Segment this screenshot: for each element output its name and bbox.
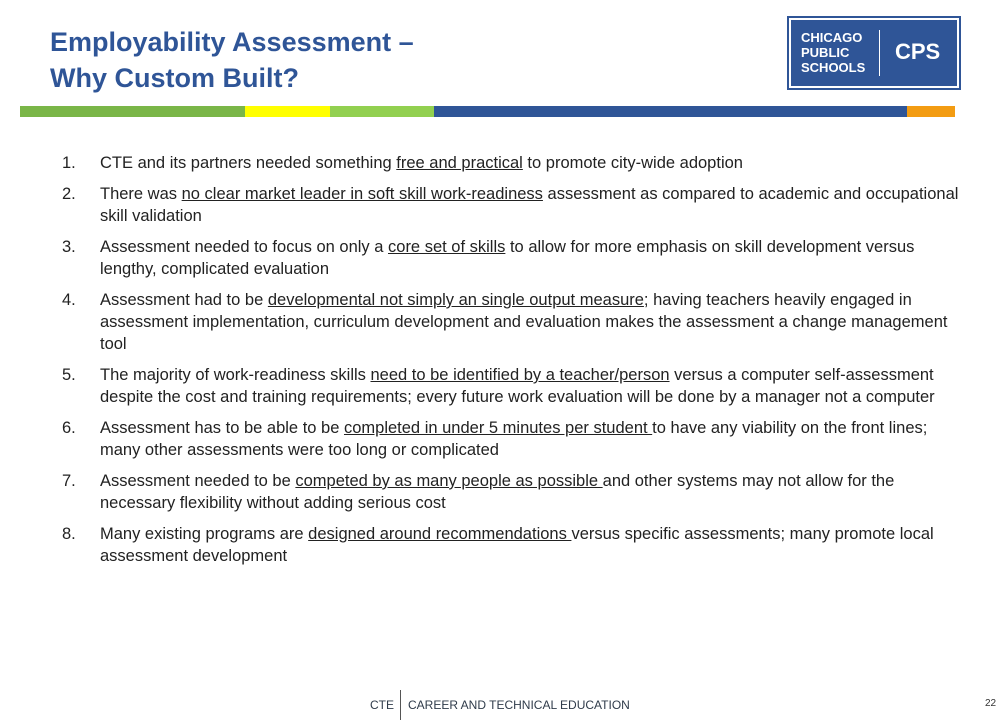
list-item-text: assessment as compared to academic and occupational skill validation — [100, 185, 959, 225]
reasons-list — [62, 152, 972, 576]
list-item-number: 3. — [62, 238, 76, 256]
title-line-2: Why Custom Built? — [50, 63, 299, 93]
logo-line-2: PUBLIC — [801, 45, 850, 60]
title-line-1: Employability Assessment – — [50, 27, 414, 57]
list-item-underlined-text: designed around recommendations — [308, 525, 572, 543]
color-bar-segment-5 — [907, 106, 955, 117]
list-item — [62, 289, 972, 355]
list-item-text: versus specific assessments; many promote local assessment development — [100, 525, 934, 565]
list-item-number: 1. — [62, 154, 76, 172]
color-bar-segment-4 — [434, 106, 907, 117]
list-item-text: CTE and its partners needed something — [100, 154, 397, 172]
list-item-underlined-text: competed by as many people as possible — [295, 472, 603, 490]
list-item — [62, 183, 972, 227]
list-item-number: 2. — [62, 185, 76, 203]
list-item — [62, 364, 972, 408]
footer-abbr: CTE — [370, 698, 394, 712]
list-item-text: Many existing programs are — [100, 525, 309, 543]
list-item-number: 6. — [62, 419, 76, 437]
list-item-underlined-text: no clear market leader in soft skill work-readiness — [181, 185, 543, 203]
logo-wordmark — [801, 30, 865, 75]
list-item — [62, 523, 972, 567]
color-bar-segment-2 — [245, 106, 330, 117]
list-item — [62, 152, 972, 174]
list-item-text: to allow for more emphasis on skill development versus lengthy, complicated evaluation — [100, 238, 915, 278]
list-item-text: ; having teachers heavily engaged in assessment implementation, curriculum development and evaluation makes the assessment a change management tool — [100, 291, 948, 353]
list-item-text: to promote city-wide adoption — [522, 154, 743, 172]
list-item-text: Assessment needed to be — [100, 472, 296, 490]
list-item-text: There was — [100, 185, 182, 203]
list-item-number: 5. — [62, 366, 76, 384]
list-item-text: versus a computer self-assessment despite the cost and training requirements; every future work evaluation will be done by a manager not a computer — [100, 366, 935, 406]
list-item-underlined-text: need to be identified by a teacher/person — [370, 366, 670, 384]
list-item-underlined-text: completed in under 5 minutes per student — [343, 419, 653, 437]
list-item-text: Assessment needed to focus on only a — [100, 238, 389, 256]
list-item-text: Assessment has to be able to be — [100, 419, 344, 437]
list-item-number: 7. — [62, 472, 76, 490]
list-item-underlined-text: free and practical — [396, 154, 523, 172]
slide-title — [50, 24, 414, 96]
list-item-text: to have any viability on the front lines; many other assessments were too long or complicated — [100, 419, 928, 459]
cps-logo — [787, 16, 961, 90]
color-bar-segment-1 — [20, 106, 245, 117]
footer — [370, 690, 670, 720]
footer-label: CAREER AND TECHNICAL EDUCATION — [408, 698, 630, 712]
logo-line-1: CHICAGO — [801, 30, 863, 45]
list-item-number: 8. — [62, 525, 76, 543]
list-item — [62, 417, 972, 461]
logo-frame — [789, 18, 959, 88]
list-item-text: Assessment had to be — [100, 291, 268, 309]
color-bar-segment-3 — [330, 106, 434, 117]
logo-line-3: SCHOOLS — [801, 60, 866, 75]
list-item-underlined-text: core set of skills — [388, 238, 506, 256]
list-item-text: and other systems may not allow for the necessary flexibility without adding serious cost — [100, 472, 895, 512]
page-number: 22 — [985, 698, 997, 709]
list-item-number: 4. — [62, 291, 76, 309]
list-item-underlined-text: developmental not simply an single output measure — [267, 291, 644, 309]
list-item-text: The majority of work-readiness skills — [100, 366, 371, 384]
logo-divider — [879, 30, 880, 76]
footer-divider — [400, 690, 401, 720]
list-item — [62, 470, 972, 514]
list-item — [62, 236, 972, 280]
logo-abbr: CPS — [895, 39, 941, 64]
